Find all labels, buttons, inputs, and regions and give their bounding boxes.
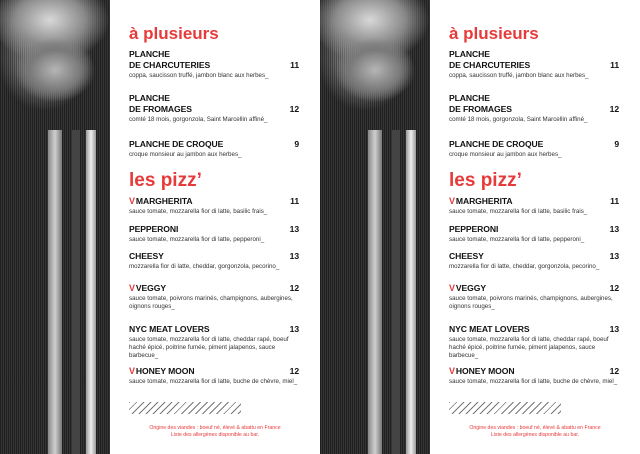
pizza-item (449, 196, 619, 216)
item-description: comté 18 mois, gorgonzola, Saint Marcellin affiné_ (129, 116, 268, 123)
vegetarian-icon: V (129, 283, 135, 293)
item-description: croque monsieur au jambon aux herbes_ (129, 151, 242, 158)
item-price: 12 (289, 366, 299, 376)
item-price: 11 (610, 60, 619, 70)
hatch-divider (129, 402, 241, 414)
item-price: 13 (609, 224, 619, 234)
pizza-item (449, 224, 619, 244)
footer-allergens: Liste des allergènes disponible au bar. (490, 432, 580, 438)
item-description: coppa, saucisson truffé, jambon blanc aux herbes_ (129, 72, 269, 79)
item-name: PEPPERONI (449, 224, 499, 234)
item-name: DE FROMAGES (129, 104, 192, 114)
item-name: PEPPERONI (129, 224, 179, 234)
pizza-item (129, 366, 299, 386)
pizza-item (449, 366, 619, 386)
vegetarian-icon: V (449, 283, 455, 293)
menu-sheet (110, 0, 320, 454)
background-photo (0, 0, 110, 454)
item-price: 11 (290, 60, 299, 70)
pizza-item (129, 283, 299, 311)
item-price: 13 (289, 224, 299, 234)
item-price: 11 (290, 196, 299, 206)
footer-meat-origin: Origine des viandes : boeuf né, élevé & abattu en France (149, 425, 281, 431)
item-name: NYC MEAT LOVERS (449, 324, 530, 334)
item-name: DE CHARCUTERIES (129, 60, 211, 70)
item-name: HONEY MOON (455, 366, 515, 376)
menu-item (449, 139, 619, 159)
item-name: NYC MEAT LOVERS (129, 324, 210, 334)
item-name: HONEY MOON (135, 366, 195, 376)
item-name: PLANCHE DE CROQUE (129, 139, 224, 149)
item-description: sauce tomate, mozzarella fior di latte, basilic frais_ (449, 208, 588, 215)
pizza-item (129, 251, 299, 271)
footer-meat-origin: Origine des viandes : boeuf né, élevé & abattu en France (469, 425, 601, 431)
item-name: MARGHERITA (135, 196, 193, 206)
item-description: sauce tomate, mozzarella fior di latte, buche de chèvre, miel_ (129, 378, 298, 385)
item-description: mozzarella fior di latte, cheddar, gorgonzola, pecorino_ (129, 263, 280, 270)
item-price: 13 (609, 324, 619, 334)
item-description: sauce tomate, mozzarella fior di latte, basilic frais_ (129, 208, 268, 215)
item-name: VEGGY (455, 283, 486, 293)
item-name: CHEESY (129, 251, 164, 261)
menu-item (129, 49, 299, 80)
vegetarian-icon: V (449, 196, 455, 206)
item-price: 13 (289, 324, 299, 334)
item-name: DE CHARCUTERIES (449, 60, 531, 70)
pizza-item (449, 324, 619, 360)
section-title-plusieurs: à plusieurs (129, 24, 219, 43)
item-name: CHEESY (449, 251, 484, 261)
section-title-pizz: les pizz’ (449, 170, 522, 191)
item-description: sauce tomate, mozzarella fior di latte, cheddar rapé, boeuf haché épicé, poitrine fumée, piment jalapenos, sauce barbecue_ (129, 336, 289, 359)
hatch-divider (449, 402, 561, 414)
menu-sheet (430, 0, 640, 454)
vegetarian-icon: V (129, 196, 135, 206)
menu-page-right (320, 0, 640, 454)
pizza-item (129, 224, 299, 244)
pizza-item (449, 251, 619, 271)
item-price: 12 (609, 366, 619, 376)
item-name: PLANCHE (449, 93, 490, 103)
item-description: sauce tomate, mozzarella fior di latte, pepperoni_ (449, 236, 585, 243)
footer-allergens: Liste des allergènes disponible au bar. (170, 432, 260, 438)
item-description: sauce tomate, mozzarella fior di latte, buche de chèvre, miel_ (449, 378, 618, 385)
item-name: MARGHERITA (455, 196, 513, 206)
item-description: coppa, saucisson truffé, jambon blanc aux herbes_ (449, 72, 589, 79)
item-description: croque monsieur au jambon aux herbes_ (449, 151, 562, 158)
menu-item (449, 49, 619, 80)
item-price: 12 (609, 104, 619, 114)
pizza-item (129, 324, 299, 360)
item-price: 12 (289, 104, 299, 114)
menu-item (129, 139, 299, 159)
item-name: PLANCHE DE CROQUE (449, 139, 544, 149)
section-title-plusieurs: à plusieurs (449, 24, 539, 43)
menu-item (449, 93, 619, 124)
menu-item (129, 93, 299, 124)
item-description: sauce tomate, poivrons marinés, champignons, aubergines, oignons rouges_ (129, 295, 293, 310)
vegetarian-icon: V (129, 366, 135, 376)
pizza-item (129, 196, 299, 216)
item-price: 13 (289, 251, 299, 261)
item-description: sauce tomate, mozzarella fior di latte, pepperoni_ (129, 236, 265, 243)
item-name: DE FROMAGES (449, 104, 512, 114)
item-price: 9 (294, 139, 299, 149)
section-title-pizz: les pizz’ (129, 170, 202, 191)
item-name: PLANCHE (129, 49, 170, 59)
pizza-item (449, 283, 619, 311)
background-photo (320, 0, 430, 454)
item-price: 9 (614, 139, 619, 149)
item-price: 13 (609, 251, 619, 261)
vegetarian-icon: V (449, 366, 455, 376)
item-description: sauce tomate, mozzarella fior di latte, cheddar rapé, boeuf haché épicé, poitrine fumée, piment jalapenos, sauce barbecue_ (449, 336, 609, 359)
item-price: 11 (610, 196, 619, 206)
item-price: 12 (609, 283, 619, 293)
item-description: comté 18 mois, gorgonzola, Saint Marcellin affiné_ (449, 116, 588, 123)
item-name: PLANCHE (129, 93, 170, 103)
item-price: 12 (289, 283, 299, 293)
item-description: mozzarella fior di latte, cheddar, gorgonzola, pecorino_ (449, 263, 600, 270)
item-description: sauce tomate, poivrons marinés, champignons, aubergines, oignons rouges_ (449, 295, 613, 310)
item-name: VEGGY (135, 283, 166, 293)
item-name: PLANCHE (449, 49, 490, 59)
